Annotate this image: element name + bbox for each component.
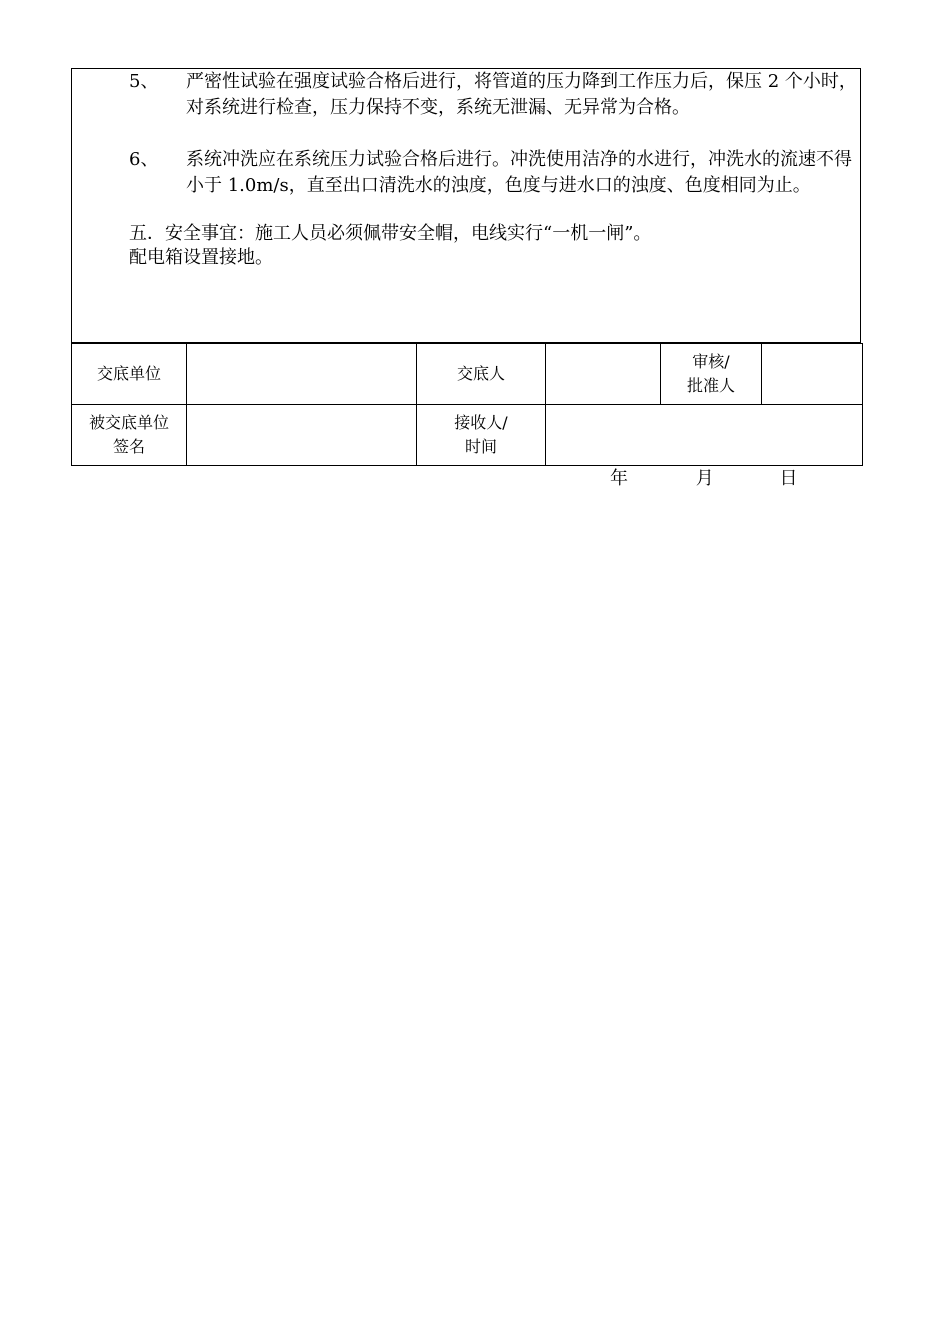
recipient-unit-label-line2: 签名	[112, 437, 145, 456]
content-box	[71, 68, 861, 343]
signature-table	[71, 343, 863, 466]
item-5-text: 严密性试验在强度试验合格后进行，将管道的压力降到工作压力后，保压 2 个小时，对系统进行检查，压力保持不变，系统无泄漏、无异常为合格。	[186, 71, 857, 118]
table-row	[72, 344, 863, 405]
safety-line-2: 配电箱设置接地。	[129, 247, 273, 268]
discloser-field[interactable]	[546, 344, 661, 405]
recipient-unit-field[interactable]	[187, 405, 417, 466]
recipient-unit-label	[72, 405, 187, 466]
approver-label-line1: 审核/	[692, 352, 730, 371]
table-row	[72, 405, 863, 466]
date-line	[610, 467, 797, 491]
approver-field[interactable]	[762, 344, 863, 405]
recipient-unit-label-line1: 被交底单位	[88, 413, 169, 432]
receiver-time-label-line2: 时间	[464, 437, 497, 456]
safety-line-1: 五．安全事宜：施工人员必须佩带安全帽，电线实行“一机一闸”。	[129, 223, 652, 244]
receiver-time-field[interactable]	[546, 405, 863, 466]
item-6-number: 6、	[129, 149, 159, 170]
date-month: 月	[695, 468, 714, 489]
disclosing-unit-field[interactable]	[187, 344, 417, 405]
approver-label-line2: 批准人	[686, 376, 735, 395]
item-6-text: 系统冲洗应在系统压力试验合格后进行。冲洗使用洁净的水进行，冲洗水的流速不得小于 1.0m/s，直至出口清洗水的浊度，色度与进水口的浊度、色度相同为止。	[186, 149, 852, 196]
receiver-time-label-line1: 接收人/	[454, 413, 508, 432]
disclosing-unit-label: 交底单位	[72, 344, 187, 405]
date-day: 日	[779, 468, 798, 489]
discloser-label: 交底人	[417, 344, 546, 405]
item-5-number: 5、	[129, 71, 159, 92]
date-year: 年	[610, 468, 628, 489]
approver-label	[661, 344, 762, 405]
item-5	[129, 69, 857, 121]
receiver-time-label	[417, 405, 546, 466]
item-6	[129, 147, 857, 199]
